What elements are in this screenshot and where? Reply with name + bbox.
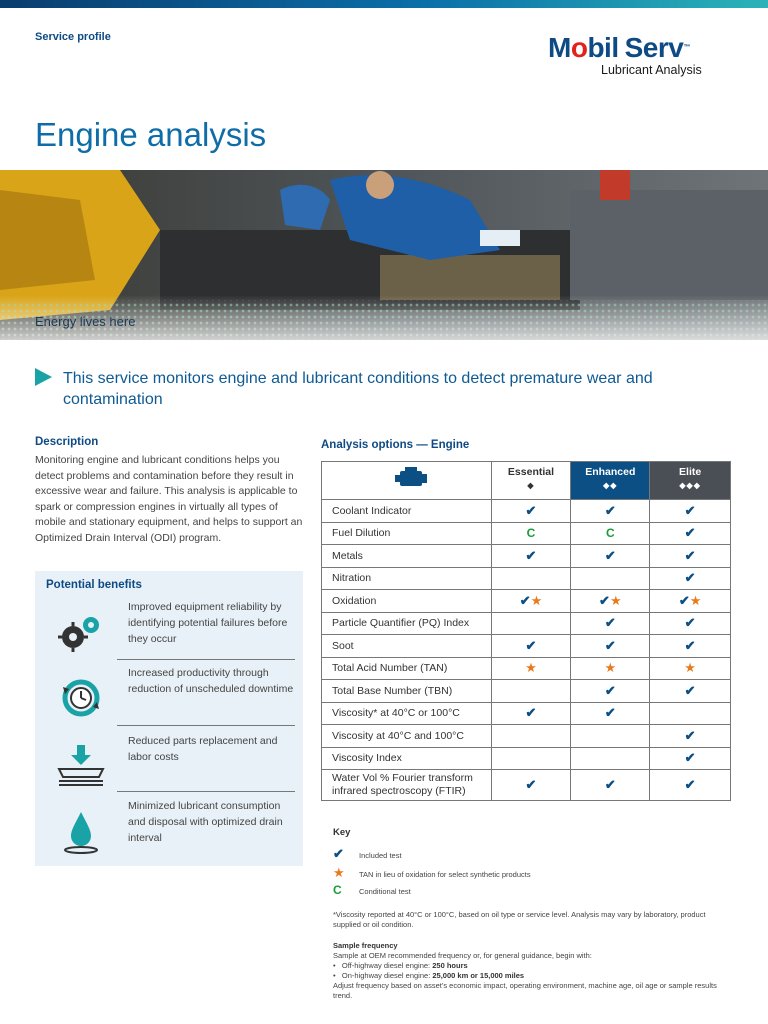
check-icon: ✔ <box>684 525 696 541</box>
test-cell <box>491 635 571 658</box>
check-icon: ✔ <box>604 682 616 698</box>
test-cell <box>491 567 571 590</box>
table-row <box>322 702 731 725</box>
check-icon: ✔ <box>684 615 696 631</box>
check-icon: ✔ <box>604 615 616 631</box>
table-row <box>322 747 731 770</box>
check-icon: ✔ <box>525 777 537 792</box>
test-cell <box>650 500 731 523</box>
diamond-rating: ◆◆ <box>603 481 618 490</box>
table-row <box>322 770 731 801</box>
check-icon: ✔ <box>604 502 616 518</box>
test-cell <box>491 680 571 703</box>
check-icon: ✔ <box>604 705 616 721</box>
column-header-essential <box>491 462 571 500</box>
benefit-item <box>35 733 303 799</box>
test-cell <box>650 522 731 545</box>
test-cell <box>491 522 571 545</box>
check-icon: ✔ <box>599 592 610 608</box>
hero-image <box>0 170 768 340</box>
table-row <box>322 680 731 703</box>
table-row <box>322 612 731 635</box>
diamond-rating: ◆◆◆ <box>679 481 701 490</box>
analysis-options-table <box>321 461 731 801</box>
test-cell <box>571 725 650 748</box>
logo-serv: Serv <box>624 32 684 63</box>
benefits-heading: Potential benefits <box>46 579 142 591</box>
logo-subtitle: Lubricant Analysis <box>601 63 702 77</box>
benefit-text: Increased productivity through reduction of unscheduled downtime <box>128 667 294 695</box>
parts-tray-icon <box>55 743 107 789</box>
conditional-icon: C <box>605 526 615 541</box>
test-cell <box>571 590 650 613</box>
test-cell <box>571 545 650 568</box>
test-cell <box>650 567 731 590</box>
intro-statement: This service monitors engine and lubricant conditions to detect premature wear and contamination <box>63 370 653 408</box>
test-name: Viscosity at 40°C and 100°C <box>322 725 492 748</box>
star-icon: ★ <box>525 660 537 676</box>
key-text: Conditional test <box>359 887 411 896</box>
test-cell <box>571 747 650 770</box>
hero-tagline: Energy lives here <box>35 314 136 329</box>
check-icon: ✔ <box>684 502 696 518</box>
benefit-divider <box>117 659 295 660</box>
check-icon: ✔ <box>684 637 696 653</box>
benefit-item <box>35 665 303 731</box>
column-header-enhanced <box>571 462 650 500</box>
check-icon: ✔ <box>604 637 616 653</box>
star-icon: ★ <box>609 592 622 608</box>
test-name: Viscosity* at 40°C or 100°C <box>322 702 492 725</box>
column-label: Essential <box>507 466 555 478</box>
test-name: Oxidation <box>322 590 492 613</box>
table-row <box>322 635 731 658</box>
key-text: Included test <box>359 851 402 860</box>
key-item <box>333 865 531 881</box>
star-icon: ★ <box>689 592 702 608</box>
frequency-bullet: • Off-highway diesel engine: 250 hours <box>333 961 468 970</box>
test-cell <box>650 635 731 658</box>
column-label: Elite <box>679 466 702 478</box>
test-cell <box>571 567 650 590</box>
test-name: Total Base Number (TBN) <box>322 680 492 703</box>
test-cell <box>491 612 571 635</box>
conditional-icon: C <box>333 883 342 897</box>
test-cell <box>650 702 731 725</box>
gears-icon <box>55 609 107 655</box>
check-icon: ✔ <box>525 502 537 518</box>
table-row <box>322 545 731 568</box>
engine-header-cell <box>322 462 492 500</box>
intro-arrow-icon <box>35 368 52 386</box>
test-cell <box>571 657 650 680</box>
test-cell <box>571 680 650 703</box>
test-cell <box>571 702 650 725</box>
key-item <box>333 883 411 897</box>
test-cell <box>650 657 731 680</box>
test-cell <box>650 747 731 770</box>
test-cell <box>491 725 571 748</box>
star-icon: ★ <box>530 592 543 608</box>
test-cell <box>571 500 650 523</box>
test-cell <box>491 657 571 680</box>
test-cell <box>650 770 731 801</box>
test-name: Soot <box>322 635 492 658</box>
logo-tm: ™ <box>683 44 690 51</box>
test-cell <box>571 612 650 635</box>
benefit-item <box>35 599 303 665</box>
sample-frequency-text <box>333 951 733 1001</box>
check-icon: ✔ <box>519 592 531 608</box>
benefit-text: Reduced parts replacement and labor costs <box>128 735 278 763</box>
key-text: TAN in lieu of oxidation for select synthetic products <box>359 870 531 879</box>
conditional-icon: C <box>526 526 536 541</box>
test-cell <box>650 590 731 613</box>
logo-mobil: Mobil <box>548 32 619 63</box>
check-icon: ✔ <box>525 547 537 563</box>
check-icon: ✔ <box>684 547 696 563</box>
check-icon: ✔ <box>684 570 696 586</box>
check-icon: ✔ <box>604 547 616 563</box>
service-profile-label: Service profile <box>35 31 111 43</box>
star-icon: ★ <box>333 865 345 880</box>
engine-icon <box>392 466 430 490</box>
test-cell <box>491 702 571 725</box>
check-icon: ✔ <box>333 846 344 861</box>
diamond-rating: ◆ <box>527 481 535 490</box>
benefit-divider <box>117 725 295 726</box>
frequency-bullet: • On-highway diesel engine: 25,000 km or 15,000 miles <box>333 971 525 980</box>
analysis-options-heading: Analysis options — Engine <box>321 439 470 451</box>
test-cell <box>491 770 571 801</box>
frequency-outro: Adjust frequency based on asset’s economic impact, operating environment, machine age, oil age or sample results trend. <box>333 981 717 1000</box>
test-cell <box>491 590 571 613</box>
check-icon: ✔ <box>684 777 696 792</box>
sample-frequency-heading: Sample frequency <box>333 941 398 950</box>
description-text: Monitoring engine and lubricant conditions helps you detect problems and contamination before they result in excessive wear and failure. This analysis is applicable to spark or compression engines in virtually all types of mobile and stationary equipment, and helps to support an Optimized Drain Interval (ODI) program. <box>35 454 303 544</box>
benefit-divider <box>117 791 295 792</box>
test-name: Metals <box>322 545 492 568</box>
check-icon: ✔ <box>604 777 616 792</box>
test-name: Viscosity Index <box>322 747 492 770</box>
key-item <box>333 846 402 862</box>
table-row <box>322 500 731 523</box>
check-icon: ✔ <box>525 705 537 721</box>
test-cell <box>571 522 650 545</box>
test-name: Total Acid Number (TAN) <box>322 657 492 680</box>
test-cell <box>491 500 571 523</box>
description-heading: Description <box>35 436 99 448</box>
benefit-text: Improved equipment reliability by identifying potential failures before they occur <box>128 601 288 645</box>
test-cell <box>650 725 731 748</box>
check-icon: ✔ <box>678 592 690 608</box>
table-row <box>322 590 731 613</box>
clock-cycle-icon <box>55 675 107 721</box>
test-name: Nitration <box>322 567 492 590</box>
page-title: Engine analysis <box>35 116 267 153</box>
check-icon: ✔ <box>684 750 696 766</box>
top-color-bar <box>0 0 768 8</box>
mobil-serv-logo <box>548 33 738 77</box>
test-cell <box>650 680 731 703</box>
table-row <box>322 657 731 680</box>
benefits-panel <box>35 571 303 866</box>
table-row <box>322 725 731 748</box>
star-icon: ★ <box>684 660 696 676</box>
test-cell <box>650 545 731 568</box>
star-icon: ★ <box>604 660 617 676</box>
oil-drop-icon <box>55 808 107 854</box>
column-header-elite <box>650 462 731 500</box>
check-icon: ✔ <box>684 727 696 743</box>
test-cell <box>491 545 571 568</box>
test-cell <box>650 612 731 635</box>
benefit-item <box>35 798 303 864</box>
frequency-intro: Sample at OEM recommended frequency or, for general guidance, begin with: <box>333 951 592 960</box>
test-name: Fuel Dilution <box>322 522 492 545</box>
table-row <box>322 567 731 590</box>
benefit-text: Minimized lubricant consumption and disposal with optimized drain interval <box>128 800 283 844</box>
test-cell <box>571 770 650 801</box>
column-label: Enhanced <box>585 466 636 478</box>
test-cell <box>491 747 571 770</box>
table-row <box>322 522 731 545</box>
test-cell <box>571 635 650 658</box>
check-icon: ✔ <box>684 682 696 698</box>
viscosity-footnote: *Viscosity reported at 40°C or 100°C, based on oil type or service level. Analysis may vary by laboratory, product supplied or oil condition. <box>333 910 706 929</box>
test-name: Particle Quantifier (PQ) Index <box>322 612 492 635</box>
test-name: Water Vol % Fourier transform infrared spectroscopy (FTIR) <box>322 770 492 801</box>
check-icon: ✔ <box>525 637 537 653</box>
test-name: Coolant Indicator <box>322 500 492 523</box>
key-heading: Key <box>333 827 351 838</box>
